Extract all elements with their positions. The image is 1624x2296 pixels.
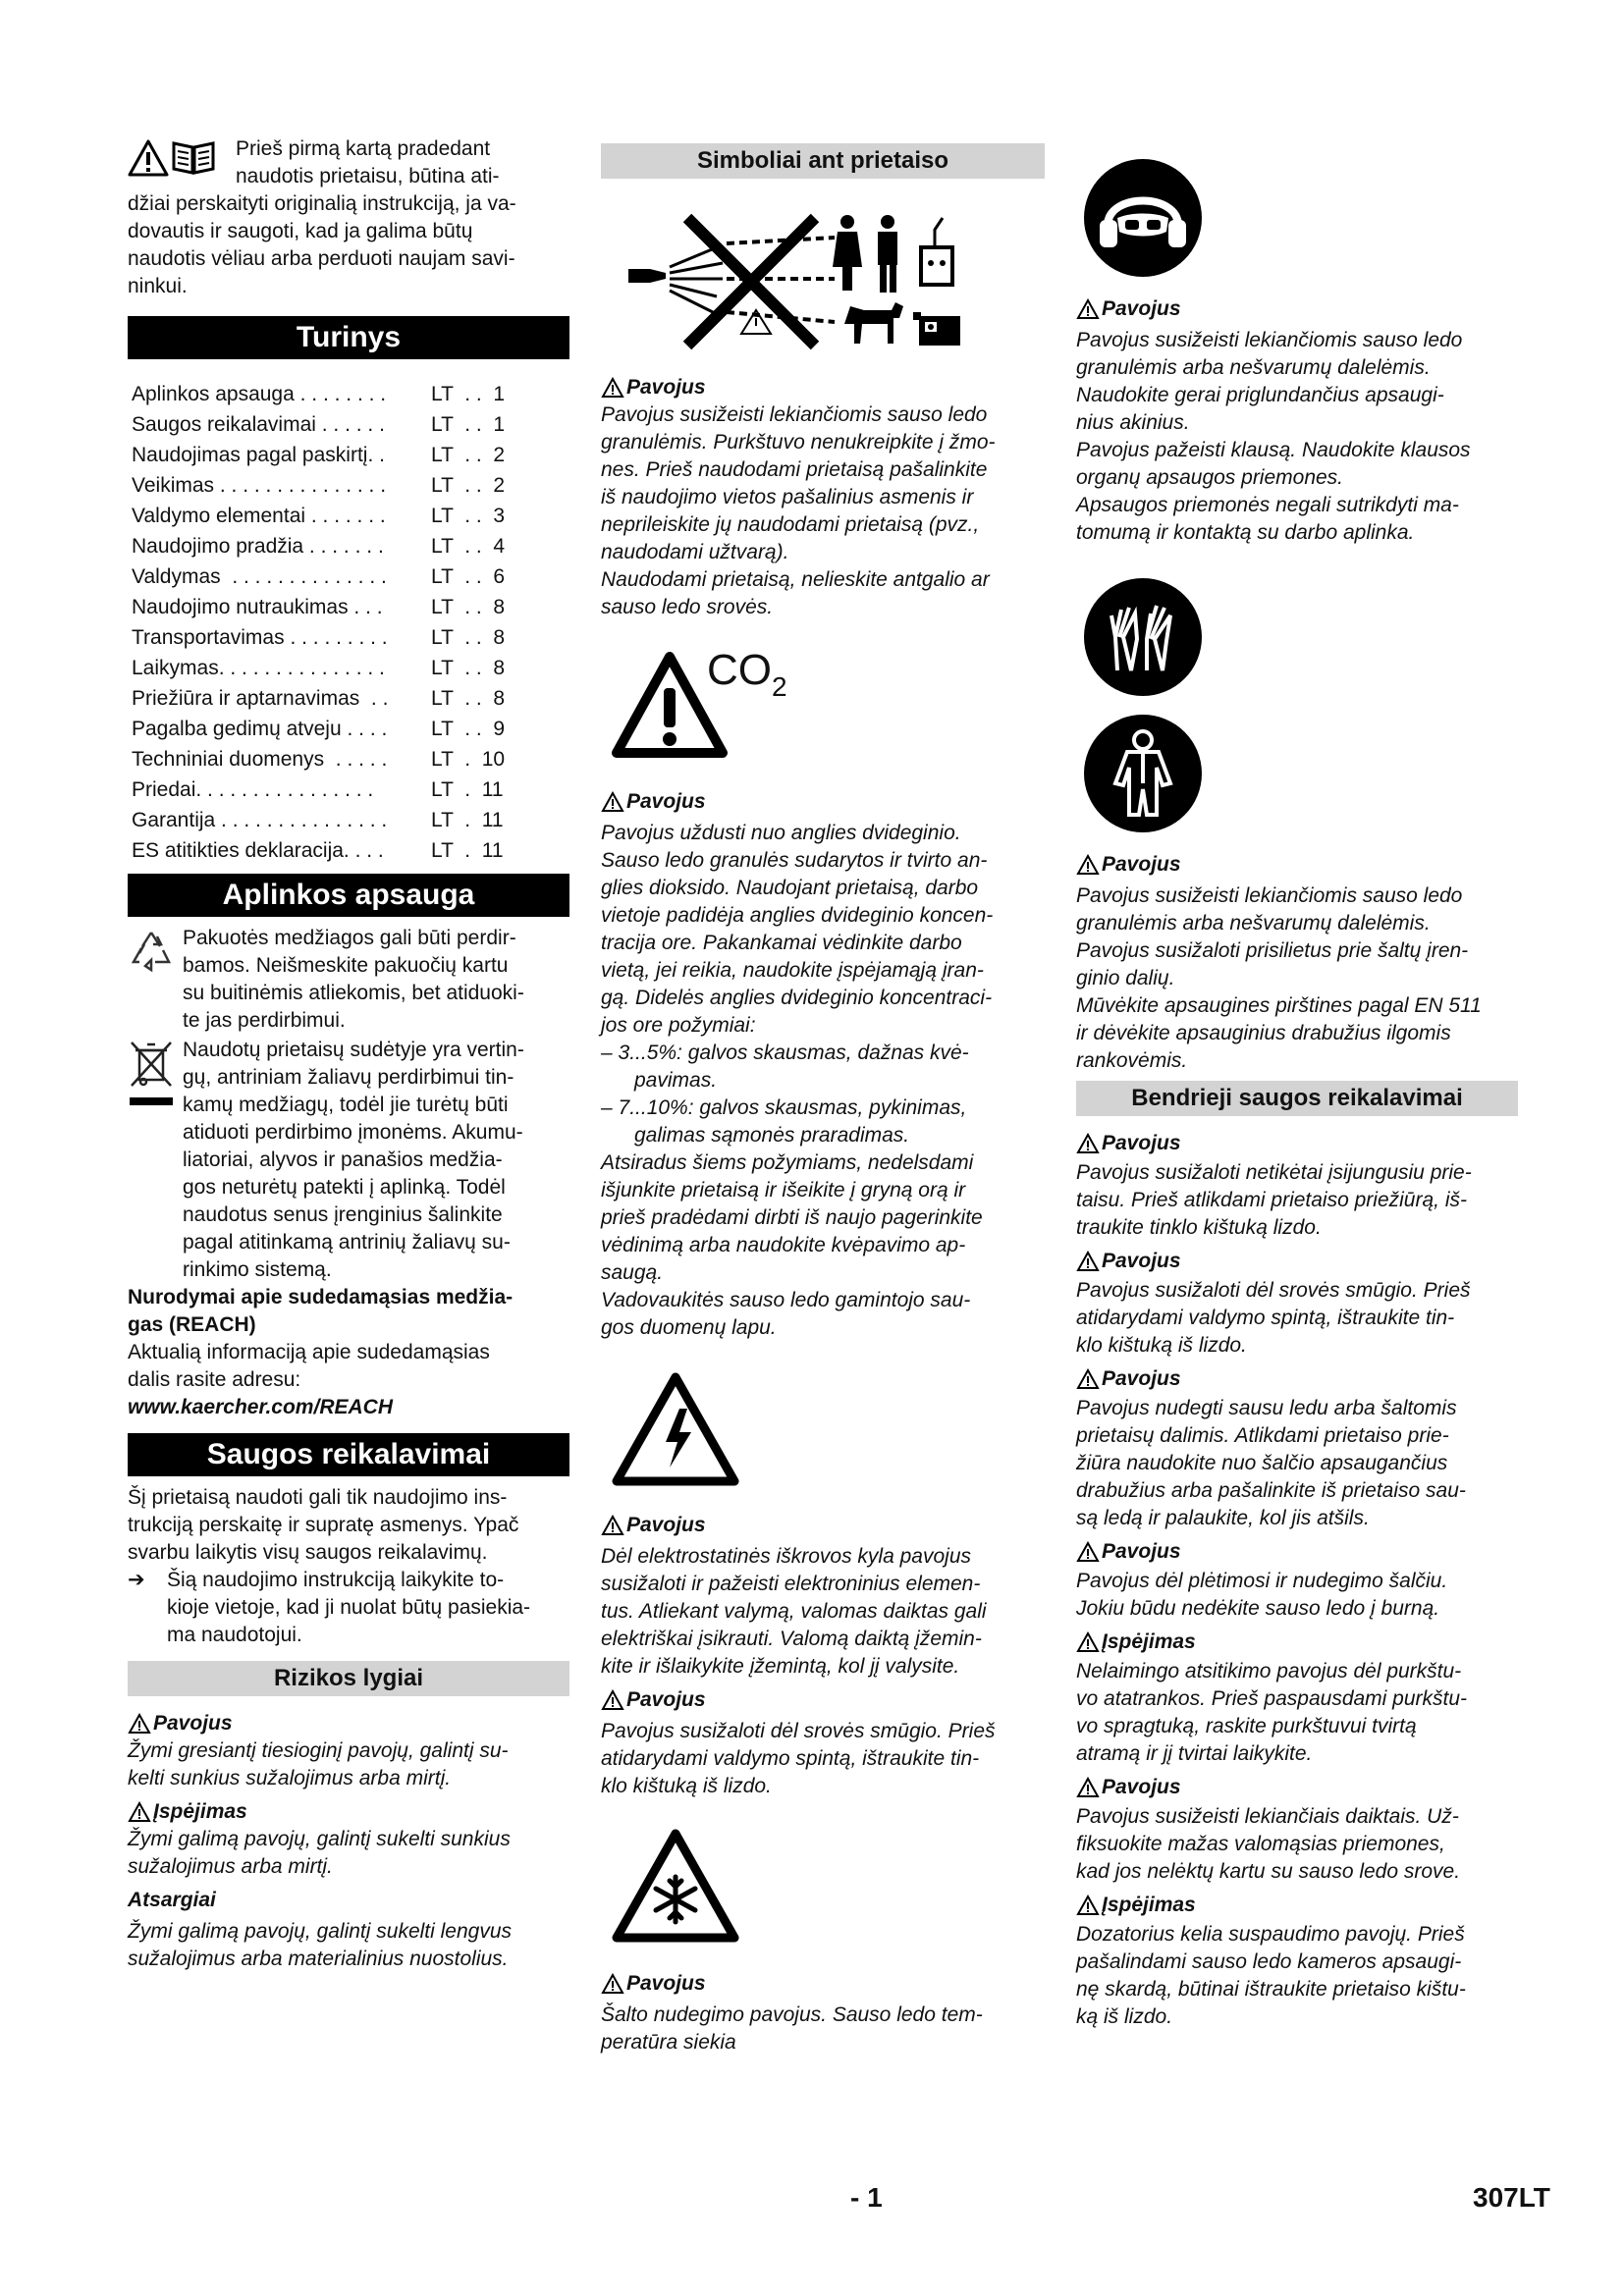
warning-triangle-icon	[1076, 298, 1100, 320]
safety-bullet	[128, 1567, 569, 1649]
toc-row[interactable]: Veikimas . . . . . . . . . . . . . . . LT . . 2	[132, 474, 506, 497]
warning-label-text: Įspėjimas	[1102, 1894, 1196, 1916]
danger-label	[601, 1686, 1045, 1714]
warning-triangle-icon	[601, 377, 624, 399]
intro-line: džiai perskaityti originalią instrukciją, ja va-	[128, 192, 516, 215]
safety-heading: Saugos reikalavimai	[128, 1433, 569, 1476]
hazard-line: Apsaugos priemonės negali sutrikdyti ma-	[1076, 494, 1459, 516]
hazard-line: Pavojus susižeisti lekiančiais daiktais. Už-	[1076, 1805, 1459, 1828]
weee-line: liatoriai, alyvos ir panašios medžia-	[183, 1148, 503, 1171]
hazard-line: naudodami užtvarą).	[601, 541, 789, 563]
intro-line: dovautis ir saugoti, kad ja galima būtų	[128, 220, 473, 242]
spray-hazard-text	[601, 401, 1045, 621]
danger-label	[1076, 295, 1528, 323]
warning-label-text: Įspėjimas	[1102, 1630, 1196, 1653]
warning-triangle-icon	[1076, 1541, 1100, 1563]
weee-line: atiduoti perdirbimo įmonėms. Akumu-	[183, 1121, 523, 1144]
risk-levels-heading: Rizikos lygiai	[128, 1661, 569, 1696]
hazard-line: rankovėmis.	[1076, 1049, 1188, 1072]
danger-label-text: Pavojus	[1102, 1367, 1181, 1390]
warning-triangle-icon	[1076, 1133, 1100, 1154]
toc-row[interactable]: Naudojimo pradžia . . . . . . . LT . . 4	[132, 535, 506, 558]
hazard-line: klo kištuką iš lizdo.	[1076, 1334, 1247, 1357]
warning-triangle-icon	[1076, 854, 1100, 876]
gloves-suit-hazard-text	[1076, 882, 1528, 1075]
warning-desc: sužalojimus arba mirtį.	[128, 1855, 333, 1878]
hazard-line: Pavojus susižaloti dėl srovės smūgio. Prieš	[601, 1720, 996, 1742]
hazard-line: klo kištuką iš lizdo.	[601, 1775, 772, 1797]
caution-desc: Žymi galimą pavojų, galintį sukelti lengvus	[128, 1920, 513, 1943]
weee-block	[128, 1037, 569, 1284]
general-safety-heading: Bendrieji saugos reikalavimai	[1076, 1081, 1518, 1116]
reach-link[interactable]: www.kaercher.com/REACH	[128, 1396, 393, 1418]
weee-line: naudotus senus įrenginius šalinkite	[183, 1203, 503, 1226]
safety-line: svarbu laikytis visų saugos reikalavimų.	[128, 1541, 488, 1564]
warning-triangle-icon	[601, 1973, 624, 1995]
general-hazard-text	[1076, 1803, 1528, 1886]
warning-triangle-icon	[128, 139, 169, 182]
hazard-line: Nelaimingo atsitikimo pavojus dėl purkštu-	[1076, 1660, 1462, 1682]
hazard-line: neprileiskite jų naudodami prietaisą (pvz.,	[601, 513, 980, 536]
toc-row[interactable]: Pagalba gedimų atveju . . . . LT . . 9	[132, 718, 506, 740]
danger-label	[1076, 1365, 1528, 1393]
intro-line: naudotis prietaisu, būtina ati-	[236, 165, 500, 187]
hazard-line: taisu. Prieš atlikdami prietaiso priežiūrą, iš-	[1076, 1189, 1467, 1211]
hazard-line: granulėmis. Purkštuvo nenukreipkite į žmo-	[601, 431, 996, 454]
hazard-line: gą. Didelės anglies dvideginio koncentraci-	[601, 987, 993, 1009]
cold-hazard-warning-icon	[611, 1828, 1045, 1950]
warning-label	[128, 1798, 569, 1826]
hazard-line: Pavojus nudegti sausu ledu arba šaltomis	[1076, 1397, 1457, 1419]
no-spray-people-pictogram	[619, 208, 1045, 360]
bullet-line: kioje vietoje, kad ji nuolat būtų pasiekia-	[167, 1596, 531, 1619]
hazard-line: vėdinimą arba naudokite kvėpavimo ap-	[601, 1234, 966, 1256]
danger-label-text: Pavojus	[1102, 297, 1181, 320]
bullet-line: ma naudotojui.	[167, 1624, 302, 1646]
hazard-line: pašalindami sauso ledo kameros apsaugi-	[1076, 1950, 1462, 1973]
column-middle	[601, 143, 1045, 2056]
hazard-line: atidarydami valdymo spintą, ištraukite tin-	[601, 1747, 980, 1770]
page-number: - 1	[850, 2182, 883, 2213]
danger-label-text: Pavojus	[626, 1688, 706, 1711]
gloves-icon	[1082, 576, 1528, 703]
arrow-bullet-icon: ➔	[128, 1569, 145, 1591]
danger-label-text: Pavojus	[626, 790, 706, 813]
symptom-line: galimas sąmonės praradimas.	[634, 1124, 910, 1147]
hazard-line: Šalto nudegimo pavojus. Sauso ledo tem-	[601, 2003, 983, 2026]
toc-heading: Turinys	[128, 316, 569, 359]
safety-intro	[128, 1484, 569, 1567]
hazard-line: Jokiu būdu nedėkite sauso ledo į burną.	[1076, 1597, 1440, 1620]
danger-label-text: Pavojus	[626, 1972, 706, 1995]
weee-line: gos neturėtų patekti į aplinką. Todėl	[183, 1176, 506, 1199]
hazard-line: iš naudojimo vietos pašalinius asmenis ir	[601, 486, 974, 508]
hazard-line: Naudokite gerai priglundančius apsaugi-	[1076, 384, 1444, 406]
danger-label-text: Pavojus	[626, 1514, 706, 1536]
danger-label	[1076, 1248, 1528, 1275]
caution-desc: sužalojimus arba materialinius nuostolius.	[128, 1948, 509, 1970]
danger-label-text: Pavojus	[1102, 1540, 1181, 1563]
hazard-line: vo atatrankos. Prieš paspausdami purkštu-	[1076, 1687, 1468, 1710]
danger-label	[601, 374, 1045, 401]
symptom-line: – 7...10%: galvos skausmas, pykinimas,	[601, 1096, 967, 1119]
danger-label	[1076, 1538, 1528, 1566]
weee-line: gų, antriniam žaliavų perdirbimui tin-	[183, 1066, 514, 1089]
warning-label-text: Įspėjimas	[153, 1800, 247, 1823]
weee-line: kamų medžiagų, todėl jie turėtų būti	[183, 1094, 509, 1116]
general-hazard-text	[1076, 1921, 1528, 2031]
toc-row[interactable]: Valdymas . . . . . . . . . . . . . . LT . . 6	[132, 565, 506, 588]
column-right	[1076, 157, 1528, 2031]
recycle-icon	[128, 927, 175, 979]
toc-row[interactable]: Garantija . . . . . . . . . . . . . . . LT . 11	[132, 809, 504, 831]
column-left	[128, 135, 569, 1973]
hazard-line: Dėl elektrostatinės iškrovos kyla pavojus	[601, 1545, 971, 1568]
danger-label	[601, 1512, 1045, 1539]
hazard-line: Mūvėkite apsaugines pirštines pagal EN 511	[1076, 994, 1482, 1017]
toc-row[interactable]: Aplinkos apsauga . . . . . . . . LT . . 1	[132, 383, 506, 405]
recycle-line: Pakuotės medžiagos gali būti perdir-	[183, 927, 516, 949]
hazard-line: išjunkite prietaisą ir išeikite į gryną orą ir	[601, 1179, 966, 1201]
general-hazard-text	[1076, 1568, 1528, 1623]
toc-row[interactable]: Valdymo elementai . . . . . . . LT . . 3	[132, 505, 506, 527]
shock-hazard-text	[601, 1718, 1045, 1800]
warning-triangle-icon	[1076, 1777, 1100, 1798]
hazard-line: Pavojus susižeisti lekiančiomis sauso ledo	[601, 403, 988, 426]
caution-label: Atsargiai	[128, 1889, 216, 1911]
toc-row[interactable]: Transportavimas . . . . . . . . . LT . . 8	[132, 626, 506, 649]
hazard-line: są ledą ir palaukite, kol jis atšils.	[1076, 1507, 1370, 1529]
hazard-line: Pavojus susižaloti dėl srovės smūgio. Prieš	[1076, 1279, 1471, 1302]
hazard-line: Naudodami prietaisą, nelieskite antgalio ar	[601, 568, 990, 591]
hazard-line: granulėmis arba nešvarumų dalelėmis.	[1076, 912, 1431, 934]
warning-triangle-icon	[1076, 1368, 1100, 1390]
toc-row[interactable]: Priežiūra ir aptarnavimas . . LT . . 8	[132, 687, 506, 710]
danger-label-text: Pavojus	[626, 376, 706, 399]
general-hazard-text	[1076, 1277, 1528, 1360]
hazard-line: gos duomenų lapu.	[601, 1316, 777, 1339]
toc-row[interactable]: Laikymas. . . . . . . . . . . . . . . LT . . 8	[132, 657, 506, 679]
hazard-line: Sauso ledo granulės sudarytos ir tvirto an-	[601, 849, 988, 872]
danger-label-text: Pavojus	[1102, 853, 1181, 876]
hazard-line: nes. Prieš naudodami prietaisą pašalinkite	[601, 458, 988, 481]
eye-ear-hazard-text	[1076, 327, 1528, 547]
general-hazard-text	[1076, 1395, 1528, 1532]
hazard-line: Pavojus susižaloti prisilietus prie šaltų įren-	[1076, 939, 1469, 962]
weee-line: rinkimo sistemą.	[183, 1258, 332, 1281]
danger-label	[601, 788, 1045, 816]
safety-line: trukciją perskaitę ir supratę asmenys. Ypač	[128, 1514, 519, 1536]
hazard-line: traukite tinklo kištuką lizdo.	[1076, 1216, 1322, 1239]
protective-suit-icon	[1082, 713, 1528, 839]
hazard-line: organų apsaugos priemones.	[1076, 466, 1344, 489]
co2-label: $CO_2$	[707, 646, 787, 702]
hazard-line: saugą.	[601, 1261, 664, 1284]
warning-triangle-icon	[1076, 1251, 1100, 1272]
toc-row[interactable]: ES atitikties deklaracija. . . . LT . 11	[132, 839, 504, 862]
hazard-line: Dozatorius kelia suspaudimo pavojų. Prieš	[1076, 1923, 1465, 1946]
bullet-line: Šią naudojimo instrukciją laikykite to-	[167, 1569, 505, 1591]
hazard-line: nius akinius.	[1076, 411, 1190, 434]
toc-row[interactable]: Priedai. . . . . . . . . . . . . . . . LT . 11	[132, 778, 504, 801]
hazard-line: atidarydami valdymo spintą, ištraukite tin-	[1076, 1307, 1455, 1329]
warning-triangle-icon	[601, 1515, 624, 1536]
toc-row[interactable]: Techniniai duomenys . . . . . LT . 10	[132, 748, 506, 771]
symbols-heading: Simboliai ant prietaiso	[601, 143, 1045, 179]
recycle-line: te jas perdirbimui.	[183, 1009, 346, 1032]
hazard-line: Pavojus susižaloti netikėtai įsijungusiu prie-	[1076, 1161, 1472, 1184]
warning-label	[1076, 1629, 1528, 1656]
symptom-line: – 3...5%: galvos skausmas, dažnas kvė-	[601, 1041, 969, 1064]
hazard-line: Pavojus susižeisti lekiančiomis sauso ledo	[1076, 884, 1463, 907]
intro-line: ninkui.	[128, 275, 188, 297]
hazard-line: kite ir išlaikykite įžemintą, kol jį valysite.	[601, 1655, 960, 1678]
co2-hazard-text	[601, 820, 1045, 1342]
frostbite-hazard-text	[601, 2002, 1045, 2056]
esd-hazard-text	[601, 1543, 1045, 1681]
danger-label-text: Pavojus	[1102, 1250, 1181, 1272]
hazard-line: Atsiradus šiems požymiams, nedelsdami	[601, 1151, 974, 1174]
reach-line: Aktualią informaciją apie sudedamąsias	[128, 1341, 490, 1363]
hazard-line: žiūra naudokite nuo šalčio apsaugančius	[1076, 1452, 1448, 1474]
goggles-ear-protection-icon	[1082, 157, 1528, 284]
hazard-line: peratūra siekia	[601, 2031, 736, 2054]
hazard-line: nę skardą, būtinai ištraukite prietaiso kištu-	[1076, 1978, 1466, 2001]
hazard-line: Pavojus uždusti nuo anglies dvideginio.	[601, 822, 961, 844]
table-of-contents	[128, 379, 569, 866]
hazard-line: Pavojus pažeisti klausą. Naudokite klausos	[1076, 439, 1471, 461]
reach-line: dalis rasite adresu:	[128, 1368, 301, 1391]
hazard-line: tomumą ir kontaktą su darbo aplinka.	[1076, 521, 1415, 544]
warning-triangle-icon	[601, 791, 624, 813]
hazard-line: tracija ore. Pakankamai vėdinkite darbo	[601, 932, 962, 954]
hazard-line: atramą ir jį tvirtai laikykite.	[1076, 1742, 1313, 1765]
danger-desc: Žymi gresiantį tiesioginį pavojų, galintį su-	[128, 1739, 509, 1762]
danger-desc: kelti sunkius sužalojimus arba mirtį.	[128, 1767, 452, 1789]
intro-block	[128, 135, 569, 304]
hazard-line: elektriškai įsikrauti. Valomą daiktą įžemin-	[601, 1628, 982, 1650]
hazard-line: fiksuokite mažas valomąsias priemones,	[1076, 1833, 1445, 1855]
hazard-line: Pavojus dėl plėtimosi ir nudegimo šalčiu.	[1076, 1570, 1448, 1592]
toc-row[interactable]: Saugos reikalavimai . . . . . . LT . . 1	[132, 413, 506, 436]
hazard-line: prieš pradėdami dirbti iš naujo pagerinkite	[601, 1206, 983, 1229]
weee-line: pagal atitinkamą antrinių žaliavų su-	[183, 1231, 511, 1254]
intro-line: Prieš pirmą kartą pradedant	[236, 137, 491, 160]
toc-row[interactable]: Naudojimo nutraukimas . . . LT . . 8	[132, 596, 506, 618]
danger-label	[601, 1970, 1045, 1998]
warning-triangle-icon	[128, 1713, 151, 1735]
hazard-line: susižaloti ir pažeisti elektroninius elemen-	[601, 1573, 981, 1595]
hazard-line: granulėmis arba nešvarumų dalelėmis.	[1076, 356, 1431, 379]
toc-row[interactable]: Naudojimas pagal paskirtį. . LT . . 2	[132, 444, 506, 466]
warning-label	[1076, 1892, 1528, 1919]
danger-label	[1076, 851, 1528, 879]
danger-label-text: Pavojus	[153, 1712, 233, 1735]
manual-book-icon	[171, 139, 216, 180]
hazard-line: ginio dalių.	[1076, 967, 1175, 989]
recycle-block	[128, 925, 569, 1035]
env-heading: Aplinkos apsauga	[128, 874, 569, 917]
danger-label	[1076, 1774, 1528, 1801]
warning-triangle-icon	[1076, 1631, 1100, 1653]
reach-heading: Nurodymai apie sudedamąsias medžia-	[128, 1286, 514, 1308]
danger-label	[128, 1710, 569, 1737]
general-hazard-text	[1076, 1159, 1528, 1242]
hazard-line: Vadovaukitės sauso ledo gamintojo sau-	[601, 1289, 971, 1311]
warning-triangle-icon	[128, 1801, 151, 1823]
recycle-line: su buitinėmis atliekomis, bet atiduoki-	[183, 982, 524, 1004]
warning-desc: Žymi galimą pavojų, galintį sukelti sunkius	[128, 1828, 511, 1850]
warning-triangle-icon	[601, 1689, 624, 1711]
hazard-line: vietoje padidėja anglies dvideginio koncen-	[601, 904, 994, 927]
danger-label	[1076, 1130, 1528, 1157]
symptom-line: pavimas.	[634, 1069, 718, 1092]
hazard-line: Pavojus susižeisti lekiančiomis sauso ledo	[1076, 329, 1463, 351]
danger-label-text: Pavojus	[1102, 1776, 1181, 1798]
weee-line: Naudotų prietaisų sudėtyje yra vertin-	[183, 1039, 524, 1061]
hazard-line: ir dėvėkite apsauginius drabužius ilgomis	[1076, 1022, 1451, 1044]
danger-label-text: Pavojus	[1102, 1132, 1181, 1154]
hazard-line: glies dioksido. Naudojant prietaisą, darbo	[601, 877, 979, 899]
recycle-line: bamos. Neišmeskite pakuočių kartu	[183, 954, 509, 977]
crossed-bin-icon	[128, 1039, 175, 1122]
hazard-line: tus. Atliekant valymą, valomas daiktas gali	[601, 1600, 987, 1623]
document-code: 307LT	[1473, 2182, 1550, 2213]
hazard-line: jos ore požymiai:	[601, 1014, 756, 1037]
safety-line: Šį prietaisą naudoti gali tik naudojimo ins-	[128, 1486, 508, 1509]
hazard-line: prietaisų dalimis. Atlikdami prietaiso prie-	[1076, 1424, 1449, 1447]
hazard-line: kad jos nelėktų kartu su sauso ledo srove.	[1076, 1860, 1461, 1883]
general-hazard-text	[1076, 1658, 1528, 1768]
co2-warning-icon	[601, 641, 1045, 771]
hazard-line: vietą, jei reikia, naudokite įspėjamąją įran-	[601, 959, 984, 982]
intro-line: naudotis vėliau arba perduoti naujam savi-	[128, 247, 515, 270]
warning-triangle-icon	[1076, 1895, 1100, 1916]
hazard-line: ką iš lizdo.	[1076, 2005, 1173, 2028]
hazard-line: sauso ledo srovės.	[601, 596, 774, 618]
high-voltage-warning-icon	[611, 1371, 1045, 1494]
hazard-line: drabužius arba pašalinkite iš prietaiso sau-	[1076, 1479, 1466, 1502]
hazard-line: vo spragtuką, raskite purkštuvui tvirtą	[1076, 1715, 1417, 1737]
reach-heading: gas (REACH)	[128, 1313, 256, 1336]
